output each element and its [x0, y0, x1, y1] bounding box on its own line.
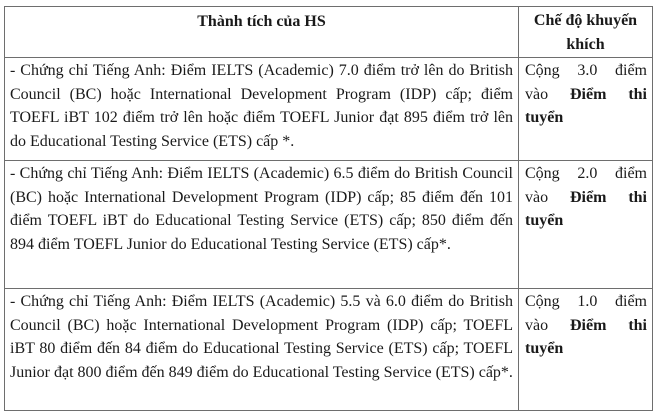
- header-achievement-label: Thành tích của HS: [197, 13, 326, 30]
- reward-target-line: [525, 314, 647, 338]
- achievement-cell: [5, 161, 519, 289]
- reward-cell: [519, 289, 653, 411]
- reward-cell: [519, 161, 653, 289]
- table-header-row: [5, 7, 653, 58]
- achievement-cell: [5, 58, 519, 161]
- achievement-text: - Chứng chỉ Tiếng Anh: Điểm IELTS (Academic) 7.0 điểm trở lên do British Council (BC) hoặc International Development Program (IDP) cấp; điểm TOEFL iBT 102 điểm trở lên hoặc điểm TOEFL Junior đạt 895 điểm trở lên do Educational Testing Service (ETS) cấp *.: [10, 62, 513, 150]
- table-row: [5, 289, 653, 411]
- reward-into: vào: [525, 85, 549, 103]
- reward-amount: Cộng 2.0 điểm: [525, 165, 647, 182]
- header-reward-label: Chế độ khuyến khích: [533, 12, 638, 53]
- achievement-text: - Chứng chỉ Tiếng Anh: Điểm IELTS (Academic) 5.5 và 6.0 điểm do British Council (BC) hoặc International Development Program (IDP) cấp; TOEFL iBT 80 điểm đến 84 điểm do Educational Testing Service (ETS) cấp; TOEFL Junior đạt 800 điểm đến 849 điểm do Educational Testing Service (ETS) cấp*.: [10, 293, 513, 381]
- header-reward: [519, 7, 653, 58]
- header-achievement: [5, 7, 519, 58]
- reward-into: vào: [525, 316, 549, 334]
- reward-target-end: tuyển: [525, 109, 564, 126]
- table-row: [5, 58, 653, 161]
- english-certificate-bonus-table: [4, 6, 653, 411]
- table-row: [5, 161, 653, 289]
- reward-amount: Cộng 3.0 điểm: [525, 62, 647, 79]
- reward-target: Điểm thi: [570, 188, 647, 206]
- reward-target-line: [525, 186, 647, 210]
- reward-into: vào: [525, 188, 549, 206]
- reward-amount: Cộng 1.0 điểm: [525, 293, 647, 310]
- reward-target: Điểm thi: [570, 85, 647, 103]
- reward-target-end: tuyển: [525, 340, 564, 357]
- achievement-cell: [5, 289, 519, 411]
- reward-target-end: tuyển: [525, 212, 564, 229]
- achievement-text: - Chứng chỉ Tiếng Anh: Điểm IELTS (Academic) 6.5 điểm do British Council (BC) hoặc International Development Program (IDP) cấp; 85 điểm đến 101 điểm TOEFL iBT do Educational Testing Service (ETS) cấp; 850 điểm đến 894 điểm TOEFL Junior do Educational Testing Service (ETS) cấp*.: [10, 165, 513, 253]
- reward-cell: [519, 58, 653, 161]
- reward-target-line: [525, 83, 647, 107]
- reward-target: Điểm thi: [570, 316, 647, 334]
